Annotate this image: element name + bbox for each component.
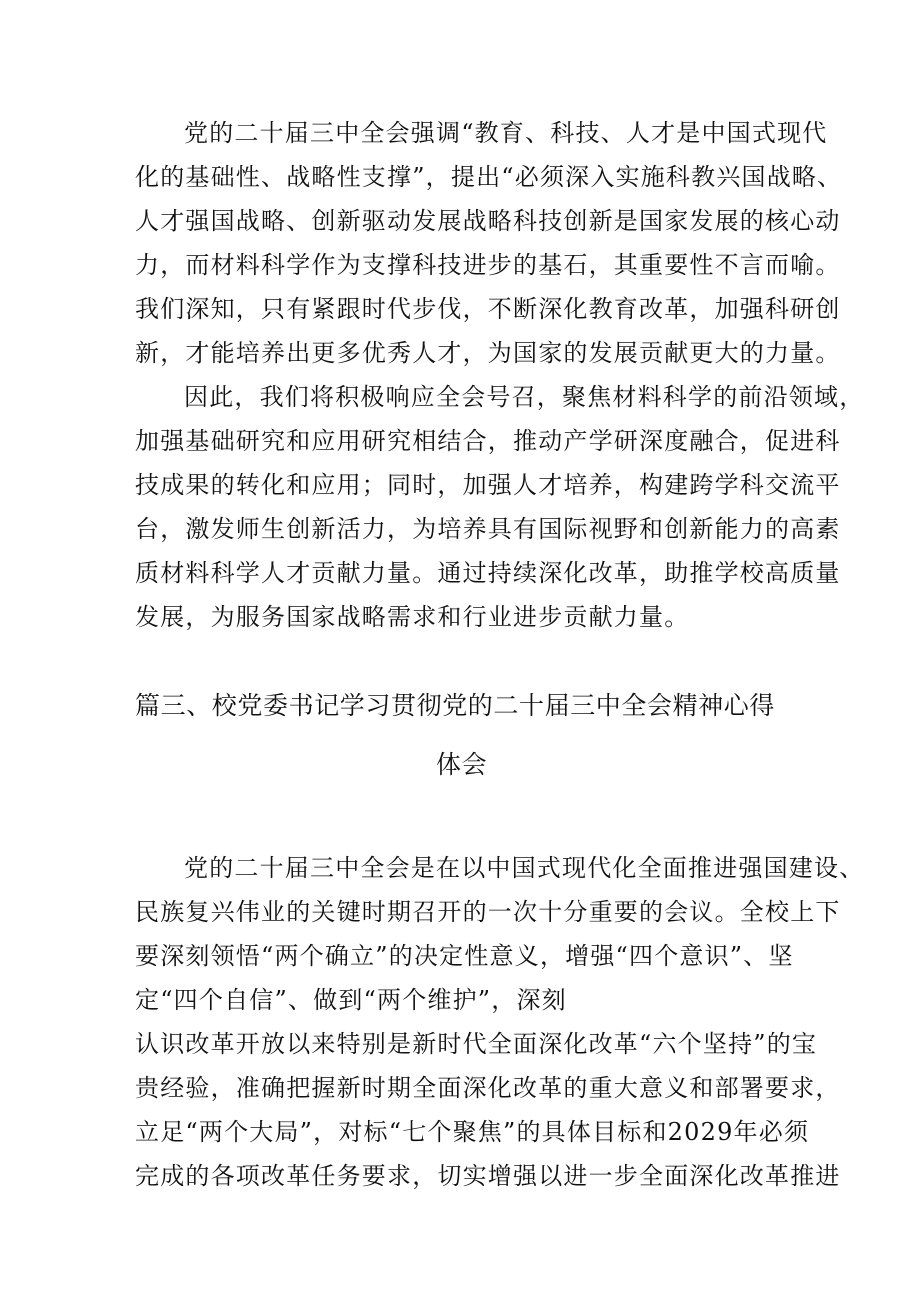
paragraph-line: 化的基础性、战略性支撑”，提出“必须深入实施科教兴国战略、: [135, 163, 843, 191]
paragraph-line: 发展，为服务国家战略需求和行业进步贡献力量。: [135, 603, 690, 631]
paragraph-line: 新，才能培养出更多优秀人才，为国家的发展贡献更大的力量。: [135, 339, 841, 367]
section-heading-line-2: 体会: [436, 750, 488, 779]
paragraph-line: 认识改革开放以来特别是新时代全面深化改革“六个坚持”的宝: [135, 1030, 818, 1058]
paragraph-line: 完成的各项改革任务要求，切实增强以进一步全面深化改革推进: [135, 1162, 841, 1190]
paragraph-line: 人才强国战略、创新驱动发展战略科技创新是国家发展的核心动: [135, 207, 841, 235]
paragraph-line: 加强基础研究和应用研究相结合，推动产学研深度融合，促进科: [135, 427, 841, 455]
paragraph-line: 质材料科学人才贡献力量。通过持续深化改革，助推学校高质量: [135, 559, 841, 587]
paragraph-line: 定“四个自信”、做到“两个维护”，深刻: [135, 986, 567, 1014]
paragraph-line: 力，而材料科学作为支撑科技进步的基石，其重要性不言而喻。: [135, 251, 841, 279]
paragraph-line: 技成果的转化和应用；同时，加强人才培养，构建跨学科交流平: [135, 471, 841, 499]
paragraph-line: 贵经验，准确把握新时期全面深化改革的重大意义和部署要求，: [135, 1074, 841, 1102]
paragraph-line: 台，激发师生创新活力，为培养具有国际视野和创新能力的高素: [135, 515, 841, 543]
paragraph-line: 民族复兴伟业的关键时期召开的一次十分重要的会议。全校上下: [135, 898, 841, 926]
paragraph-line: 要深刻领悟“两个确立”的决定性意义，增强“四个意识”、坚: [135, 942, 794, 970]
section-heading-line-1: 篇三、校党委书记学习贯彻党的二十届三中全会精神心得: [135, 691, 776, 720]
paragraph-line: 党的二十届三中全会是在以中国式现代化全面推进强国建设、: [184, 854, 865, 882]
paragraph-line: 因此，我们将积极响应全会号召，聚焦材料科学的前沿领域，: [184, 383, 865, 411]
paragraph-line: 立足“两个大局”，对标“七个聚焦”的具体目标和2029年必须: [135, 1118, 810, 1146]
paragraph-line: 党的二十届三中全会强调“教育、科技、人才是中国式现代: [184, 119, 828, 147]
paragraph-line: 我们深知，只有紧跟时代步伐，不断深化教育改革，加强科研创: [135, 295, 841, 323]
